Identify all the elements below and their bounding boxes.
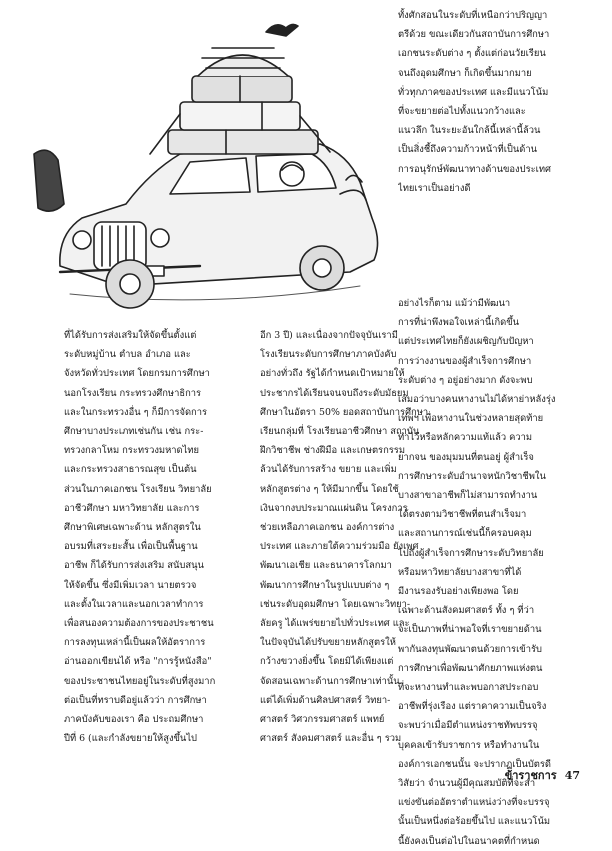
text-line: เอกชนระดับต่าง ๆ ตั้งแต่ก่อนวัยเรียน (398, 48, 546, 60)
text-line: แต่ได้เพิ่มด้านศิลปศาสตร์ วิทยา- (260, 694, 391, 706)
text-line: เงินจากงบประมาณแผ่นดิน โครงการ (260, 502, 408, 514)
text-line: เป็นสิ่งชี้ถึงความก้าวหน้าที่เป็นด้าน (398, 144, 538, 156)
text-line: และสถานการณ์เช่นนี้ก็ครอบคลุม (398, 528, 532, 540)
text-line: ระดับหมู่บ้าน ตำบล อำเภอ และ (64, 349, 191, 361)
text-line: บุคคลเข้ารับราชการ หรือทำงานใน (398, 739, 540, 751)
text-line: โรงเรียนระดับการศึกษาภาคบังคับ (260, 349, 397, 361)
text-line: และในกระทรวงอื่น ๆ ก็มีการจัดการ (64, 406, 208, 418)
text-line: ทั่วทุกภาคของประเทศ และมีแนวโน้ม (398, 86, 549, 98)
text-line: ในปัจจุบันได้ปรับขยายหลักสูตรให้ (260, 637, 396, 649)
text-line: เสมอว่าบางคนหางานไม่ได้หาย่าหลังรุ่ง (398, 394, 556, 406)
text-line: เช่นระดับอุดมศึกษา โดยเฉพาะวิทยา- (260, 598, 411, 610)
text-line: ทั้งศักสอนในระดับที่เหนือกว่าปริญญา (398, 10, 548, 21)
column-left (64, 326, 250, 748)
text-line: จังหวัดทั่วประเทศ โดยกรมการศึกษา (64, 368, 210, 380)
text-line: เพื่อสนองความต้องการของประชาชน (64, 618, 214, 630)
text-line: ประชากรได้เรียนจนจบถึงระดับมัธยม (260, 387, 409, 399)
text-line: ที่จะหางานทำและพบอกาสประกอบ (398, 682, 539, 694)
text-line: ภาคบังคับของเรา คือ ประถมศึกษา (64, 714, 204, 726)
text-line: และกระทรวงสาธารณสุข เป็นต้น (64, 464, 197, 476)
text-line: การศึกษาเพื่อพัฒนาศักยภาพแห่งตน (398, 662, 543, 674)
text-line: ต่อเป็นที่ทราบดีอยู่แล้วว่า การศึกษา (64, 694, 207, 706)
text-line: กว้างขวางยิ่งขึ้น โดยมิได้เพียงแต่ (260, 656, 394, 668)
text-line: ศาสตร์ วิศวกรรมศาสตร์ แพทย์ (260, 714, 385, 726)
text-line: การที่น่าพึงพอใจเหล่านี้เกิดขึ้น (398, 317, 520, 329)
text-line: การศึกษาระดับอำนาจหนักวิชาชีพใน (398, 470, 546, 482)
text-line: และตั้งในเวลาและนอกเวลาทำการ (64, 598, 204, 610)
text-line: การว่างงานของผู้สำเร็จการศึกษา (398, 355, 532, 367)
text-line: อาชีพ ก็ได้รับการส่งเสริม สนับสนุน (64, 560, 204, 572)
text-line: ทรวงกลาโหม กระทรวงมหาดไทย (64, 445, 200, 457)
magazine-name: ข้าราชการ (504, 769, 557, 782)
text-line: นั้นเป็นหนึ่งต่อร้อยขึ้นไป และแนวโน้ม (398, 816, 551, 828)
column-right-top (398, 6, 584, 198)
text-line: อ่านออกเขียนได้ หรือ "การรู้หนังสือ" (64, 656, 212, 668)
text-line: ศึกษาพิเศษเฉพาะด้าน หลักสูตรใน (64, 522, 201, 534)
text-line: ที่ได้รับการส่งเสริมให้จัดขึ้นตั้งแต่ (64, 330, 197, 341)
car-luggage-cartoon-illustration (30, 4, 388, 322)
text-line: องค์การเอกชนนั้น จะปรากฏเป็นบัตรดี (398, 758, 552, 770)
text-line: จนถึงอุดมศึกษา ก็เกิดขึ้นมากมาย (398, 67, 532, 79)
text-line: มีงานรองรับอย่างเพียงพอ โดย (398, 586, 519, 598)
text-line: ส่วนในภาคเอกชน โรงเรียน วิทยาลัย (64, 483, 212, 495)
text-line: อย่างทั่วถึง รัฐได้กำหนดเป้าหมายให้ (260, 368, 405, 380)
text-line: ไปถึงผู้สำเร็จการศึกษาระดับวิทยาลัย (398, 547, 544, 559)
text-line: ระดับต่าง ๆ อยู่อย่างมาก ดังจะพบ (398, 374, 533, 386)
text-line: การลงทุนเหล่านี้เป็นผลให้อัตราการ (64, 637, 206, 649)
text-line: ประเทศ และภายใต้ความร่วมมือ ยังเพศ (260, 541, 419, 553)
text-line: นี้ยังคงเป็นต่อไปในอนาคตที่กำหนด (398, 835, 540, 847)
text-line: เทพฯ เพื่อหางานในช่วงหลายสุดท้าย (398, 413, 544, 425)
text-line: ให้จัดขึ้น ซึ่งมีเพิ่มเวลา นายตรวจ (64, 579, 197, 591)
text-line: ฝึกวิชาชีพ ช่างฝีมือ และเกษตรกรรม (260, 445, 406, 457)
text-line: ศาสตร์ สังคมศาสตร์ และอื่น ๆ รวม (260, 733, 402, 745)
text-line: วิสัยว่า จำนวนผู้มีคุณสมบัติที่จะสำ (398, 778, 536, 790)
text-line: ที่จะขยายต่อไปทั้งแนวกว้างและ (398, 106, 526, 118)
text-line: ลัยครู ได้แพร่ขยายไปทั่วประเทศ และ (260, 618, 410, 630)
text-line: แข่งขันต่ออัตราตำแหน่งว่างที่จะบรรจุ (398, 797, 550, 809)
text-line: เฉพาะด้านสังคมศาสตร์ ทั้ง ๆ ที่ว่า (398, 605, 535, 617)
text-line: อบรมที่เสระยะสั้น เพื่อเป็นพื้นฐาน (64, 541, 198, 553)
page-footer (505, 766, 580, 784)
text-line: ไทยเราเป็นอย่างดี (398, 182, 471, 194)
text-line: ล้วนได้รับการสร้าง ขยาย และเพิ่ม (260, 464, 397, 476)
text-line: แนวลึก ในระยะอันใกล้นี้เหล่านี้ล้วน (398, 125, 541, 137)
text-line: อาชีพที่รุ่งเรือง แต่ราคาความเป็นจริง (398, 701, 547, 713)
text-line: พัฒนาเอเชีย และธนาคารโลกมา (260, 560, 392, 572)
text-line: จะเป็นภาพที่น่าพอใจที่เราขยายด้าน (398, 624, 542, 636)
text-line: นอกโรงเรียน กระทรวงศึกษาธิการ (64, 387, 202, 399)
text-line: เรียนกลุ่มที่ โรงเรียนอาชีวศึกษา สถาบัน (260, 426, 420, 438)
text-line: ตรีด้วย ขณะเดียวกันสถาบันการศึกษา (398, 29, 550, 41)
text-line: ได้ตรงตามวิชาชีพที่ตนสำเร็จมา (398, 509, 527, 521)
text-line: ศึกษาในอัตรา 50% ยอดสถาบันการศึกษา (260, 406, 429, 418)
text-line: พากันลงทุนพัฒนาตนด้วยการเข้ารับ (398, 643, 542, 655)
text-line: อาชีวศึกษา มหาวิทยาลัย และการ (64, 502, 200, 514)
text-line: การอนุรักษ์พัฒนาทางด้านของประเทศ (398, 163, 551, 175)
text-line: ของประชาชนไทยอยู่ในระดับที่สูงมาก (64, 675, 216, 687)
text-line: บางสาขาอาชีพก็ไม่สามารถทำงาน (398, 490, 538, 502)
text-line: แต่ประเทศไทยก็ยังเผชิญกับปัญหา (398, 336, 534, 348)
text-line: ทำไว้หรือหลักความแท้แล้ว ความ (398, 432, 533, 444)
text-line: จัดสอนเฉพาะด้านการศึกษาเท่านั้น (260, 675, 400, 687)
text-line: จะพบว่าเมื่อมีตำแหน่งราชทัพบรรจุ (398, 720, 538, 732)
text-line: อย่างไรก็ตาม แม้ว่ามีพัฒนา (398, 298, 511, 309)
text-line: อีก 3 ปี) และเนื่องจากปัจจุบันเรามี (260, 330, 398, 341)
text-line: ศึกษาบางประเภทเช่นกัน เช่น กระ- (64, 426, 204, 438)
text-line: พัฒนาการศึกษาในรูปแบบต่าง ๆ (260, 579, 390, 591)
text-line: หรือมหาวิทยาลัยบางสาขาที่ได้ (398, 566, 522, 578)
text-line: หลักสูตรต่าง ๆ ให้มีมากขึ้น โดยใช้ (260, 483, 399, 495)
column-middle (260, 326, 446, 748)
text-line: ช่วยเหลือภาคเอกชน องค์การต่าง (260, 522, 395, 534)
text-line: ปีที่ 6 (และกำลังขยายให้สูงขึ้นไป (64, 733, 197, 745)
text-line: ยากจน ของมุมมนที่ตนอยู่ ผู้สำเร็จ (398, 451, 534, 463)
page-number: 47 (564, 769, 580, 782)
